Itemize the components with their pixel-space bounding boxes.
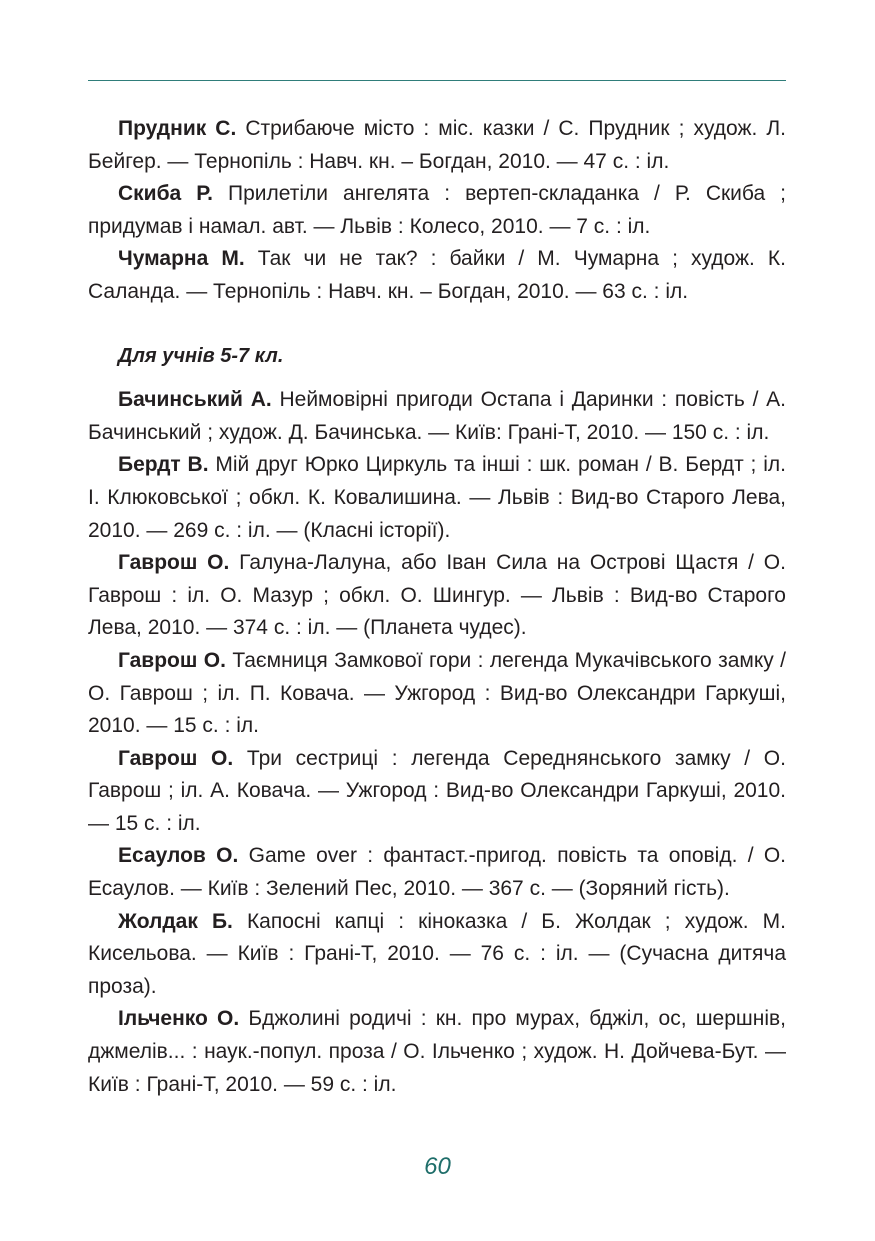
- entry-author: Прудник С.: [118, 117, 237, 140]
- bibliography-entry: [88, 243, 786, 308]
- bibliography-entry: [88, 384, 786, 449]
- page-content: [88, 113, 786, 1101]
- entry-author: Бердт В.: [118, 453, 209, 477]
- entry-text: Game over : фантаст.-пригод. повість та оповід. / О. Есаулов. — Київ : Зелений Пес, 2010. — 367 с. — (Зоряний гість).: [88, 844, 787, 901]
- entry-author: Бачинський А.: [118, 388, 272, 412]
- entry-author: Гаврош О.: [118, 551, 230, 575]
- entry-author: Скиба Р.: [118, 182, 213, 206]
- bibliography-entry: [88, 178, 786, 243]
- entry-text: Галуна-Лалуна, або Іван Сила на Острові Щастя / О. Гаврош : іл. О. Мазур ; обкл. О. Шингур. — Львів : Вид-во Старого Лева, 2010. — 374 с. : іл. — (Планета чудес).: [88, 551, 786, 640]
- entry-text: Стрибаюче місто : міс. казки / С. Прудник ; худож. Л. Бейгер. — Тернопіль : Навч. кн. – Богдан, 2010. — 47 с. : іл.: [88, 117, 786, 173]
- bibliography-entry: [88, 906, 786, 1004]
- page-number: 60: [424, 1153, 451, 1180]
- entry-text: Таємниця Замкової гори : легенда Мукачівського замку / О. Гаврош ; іл. П. Ковача. — Ужгород : Вид-во Олександри Гаркуші, 2010. — 15 с. : іл.: [88, 648, 786, 738]
- entry-author: Чумарна М.: [118, 247, 245, 271]
- bibliography-entry: [88, 645, 786, 743]
- entry-text: Неймовірні пригоди Остапа і Даринки : повість / А. Бачинський ; худож. Д. Бачинська. — Київ: Грані-Т, 2010. — 150 с. : іл.: [88, 388, 787, 444]
- header-rule: [88, 80, 786, 81]
- entry-text: Мій друг Юрко Циркуль та інші : шк. роман / В. Бердт ; іл. І. Клюковської ; обкл. К. Ковалишина. — Львів : Вид-во Старого Лева, 2010. — 269 с. : іл. — (Класні історії).: [88, 453, 786, 542]
- bibliography-entry: [88, 113, 786, 178]
- section-heading: Для учнів 5-7 кл.: [118, 344, 284, 367]
- entry-author: Есаулов О.: [118, 844, 239, 868]
- entry-author: Ільченко О.: [118, 1007, 240, 1031]
- bibliography-entry: [88, 1003, 786, 1101]
- bibliography-entry: [88, 840, 786, 905]
- entry-text: Три сестриці : легенда Середнянського замку / О. Гаврош ; іл. А. Ковача. — Ужгород : Вид-во Олександри Гаркуші, 2010. — 15 с. : іл.: [88, 746, 786, 835]
- entry-text: Бджолині родичі : кн. про мурах, бджіл, ос, шершнів, джмелів... : наук.-попул. проза / О. Ільченко ; худож. Н. Дойчева-Бут. — Київ : Грані-Т, 2010. — 59 с. : іл.: [88, 1007, 787, 1096]
- entry-author: Жолдак Б.: [118, 909, 233, 933]
- entry-text: Прилетіли ангелята : вертеп-складанка / Р. Скиба ; придумав і намал. авт. — Львів : Колесо, 2010. — 7 с. : іл.: [88, 182, 786, 238]
- bibliography-entry: [88, 547, 786, 645]
- entry-author: Гаврош О.: [118, 648, 226, 672]
- entry-text: Так чи не так? : байки / М. Чумарна ; худож. К. Саланда. — Тернопіль : Навч. кн. – Богдан, 2010. — 63 с. : іл.: [88, 247, 786, 303]
- bibliography-entry: [88, 449, 786, 547]
- entry-author: Гаврош О.: [118, 746, 234, 770]
- bibliography-entry: [88, 743, 786, 841]
- entry-text: Капосні капці : кіноказка / Б. Жолдак ; худож. М. Кисельова. — Київ : Грані-Т, 2010. — 76 с. : іл. — (Сучасна дитяча проза).: [88, 909, 786, 998]
